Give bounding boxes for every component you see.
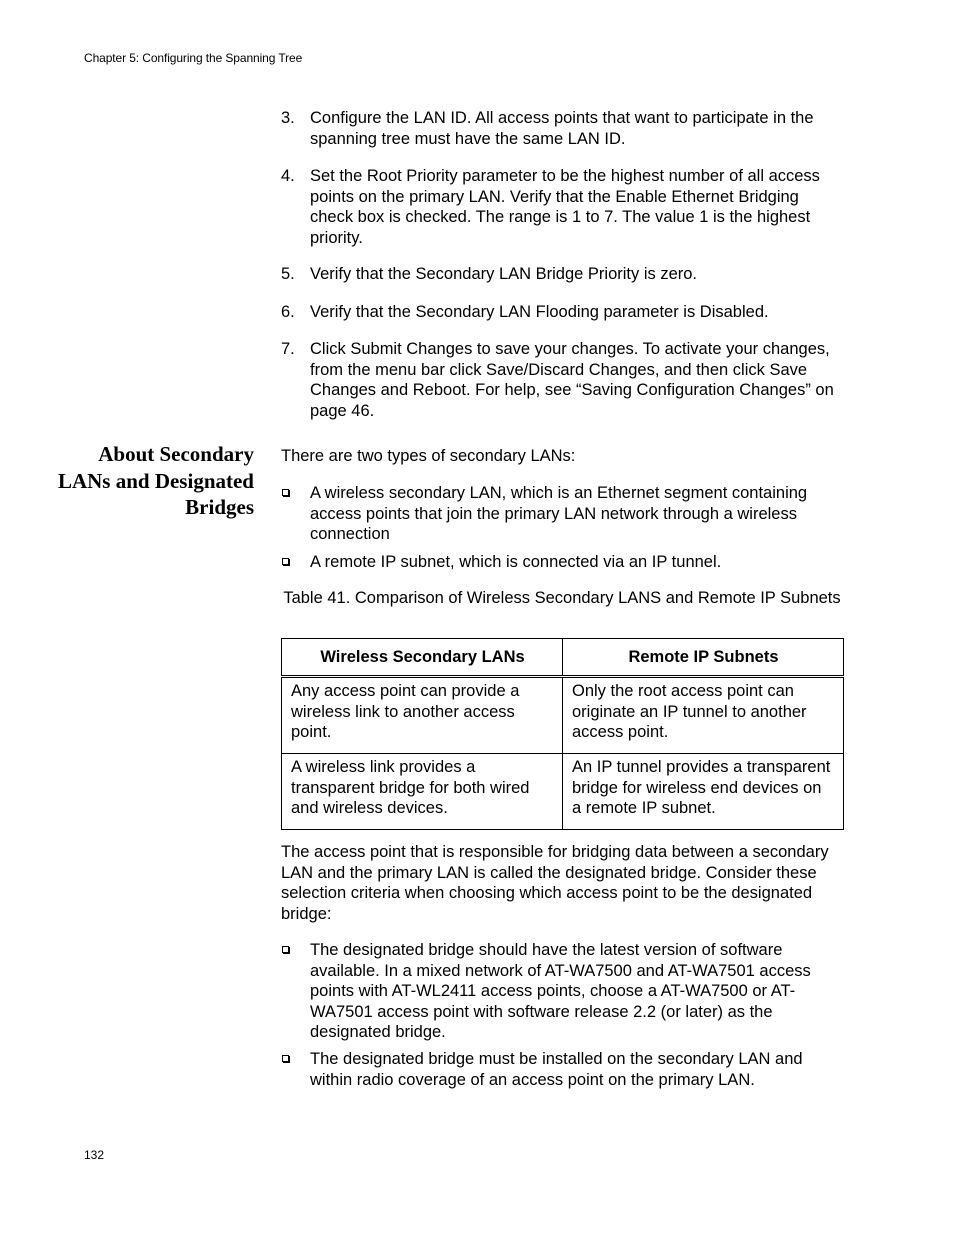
step-text: Verify that the Secondary LAN Bridge Priority is zero. [310, 265, 698, 283]
checkbox-bullet-icon [282, 558, 289, 565]
step-text: Configure the LAN ID. All access points that want to participate in the spanning tree must have the same LAN ID. [310, 109, 814, 148]
section-intro: There are two types of secondary LANs: [281, 447, 576, 465]
step-number: 5. [281, 265, 295, 283]
step-text: Click Submit Changes to save your changes. To activate your changes, from the menu bar click Save/Discard Changes, and then click Save Changes and Reboot. For help, see “Saving Configuration Changes” on page 46. [310, 340, 834, 420]
step-number: 3. [281, 109, 295, 127]
step-text: Verify that the Secondary LAN Flooding parameter is Disabled. [310, 303, 769, 321]
step-number: 6. [281, 303, 295, 321]
table-row [282, 754, 844, 830]
checkbox-bullet-icon [282, 946, 289, 953]
section-heading: About Secondary LANs and Designated Bridges [57, 442, 254, 519]
checkbox-bullet-icon [282, 489, 289, 496]
list-item-text: A wireless secondary LAN, which is an Ethernet segment containing access points that join the primary LAN network through a wireless connection [310, 484, 808, 543]
table-cell: A wireless link provides a transparent bridge for both wired and wireless devices. [282, 754, 563, 830]
step-text: Set the Root Priority parameter to be the highest number of all access points on the primary LAN. Verify that the Enable Ethernet Bridging check box is checked. The range is 1 to 7. The value 1 is the highest priority. [310, 167, 820, 247]
table-header-row [282, 639, 844, 677]
comparison-table [281, 638, 844, 830]
column-header-remote-ip: Remote IP Subnets [563, 639, 844, 677]
list-item-text: The designated bridge should have the latest version of software available. In a mixed network of AT-WA7500 and AT-WA7501 access points with AT-WL2411 access points, choose a AT-WA7500 or AT-WA7501 access point with software release 2.2 (or later) as the designated bridge. [310, 941, 811, 1041]
designated-bridge-paragraph: The access point that is responsible for bridging data between a secondary LAN and the primary LAN is called the designated bridge. Consider these selection criteria when choosing which access point to be the designated bridge: [281, 843, 829, 923]
list-item-text: A remote IP subnet, which is connected via an IP tunnel. [310, 553, 722, 571]
list-item-text: The designated bridge must be installed on the secondary LAN and within radio coverage of an access point on the primary LAN. [310, 1050, 803, 1089]
checkbox-bullet-icon [282, 1055, 289, 1062]
table-row [282, 677, 844, 754]
page-number: 132 [84, 1148, 105, 1162]
step-number: 4. [281, 167, 295, 185]
column-header-wireless: Wireless Secondary LANs [282, 639, 563, 677]
step-number: 7. [281, 340, 295, 358]
table-caption: Table 41. Comparison of Wireless Secondary LANS and Remote IP Subnets [283, 589, 841, 607]
table-cell: Only the root access point can originate an IP tunnel to another access point. [563, 677, 844, 754]
table-cell: Any access point can provide a wireless link to another access point. [282, 677, 563, 754]
table-cell: An IP tunnel provides a transparent bridge for wireless end devices on a remote IP subnet. [563, 754, 844, 830]
running-head: Chapter 5: Configuring the Spanning Tree [84, 51, 303, 65]
